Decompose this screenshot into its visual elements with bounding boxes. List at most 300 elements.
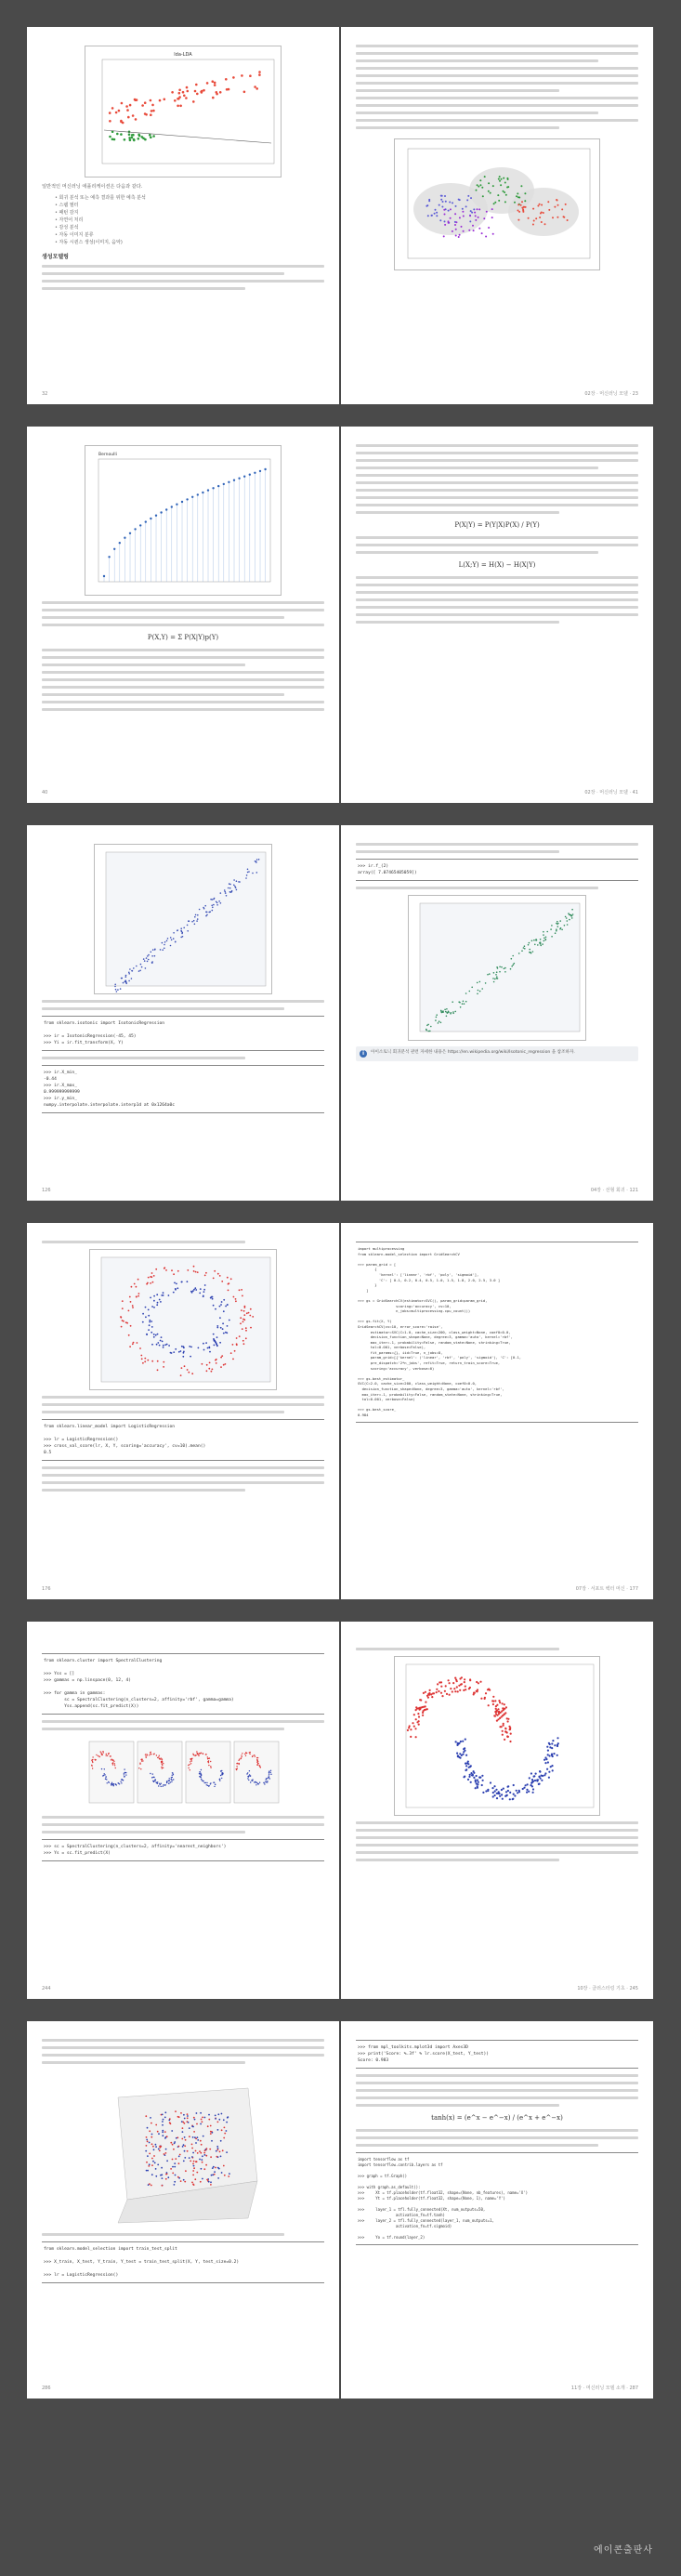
- data-point: [193, 2165, 195, 2167]
- data-point: [165, 2178, 167, 2180]
- data-point: [416, 1721, 418, 1723]
- data-point: [446, 1693, 448, 1695]
- data-point: [214, 1786, 215, 1787]
- page-right: [341, 825, 653, 1201]
- data-point: [123, 1780, 124, 1781]
- data-point: [177, 2176, 179, 2178]
- code-block: from sklearn.linear_model import LogisticRegression >>> lr = LogisticRegression() >>> cross_val_score(lr, X, Y, scoring='accuracy', cv=10).mean() 0.5: [42, 1419, 324, 1461]
- data-point: [210, 2133, 212, 2135]
- scatter-figure: [85, 46, 282, 177]
- data-point: [249, 1774, 250, 1775]
- data-point: [465, 1001, 467, 1003]
- data-point: [146, 957, 148, 959]
- data-point: [537, 1779, 539, 1781]
- data-point: [159, 99, 162, 102]
- data-point: [248, 1776, 249, 1777]
- data-point: [458, 1685, 460, 1687]
- data-point: [129, 968, 131, 970]
- data-point: [243, 1310, 245, 1312]
- data-point: [121, 978, 123, 979]
- data-point: [564, 925, 566, 927]
- data-point: [414, 1728, 416, 1729]
- data-point: [481, 232, 483, 234]
- page-footer: [42, 790, 324, 795]
- data-point: [149, 2163, 151, 2165]
- data-point: [524, 192, 526, 194]
- data-point: [212, 907, 214, 909]
- data-point: [448, 222, 450, 224]
- data-point: [138, 1279, 139, 1281]
- data-point: [521, 201, 523, 203]
- data-point: [463, 1001, 465, 1003]
- data-point: [478, 208, 480, 210]
- data-point: [236, 880, 238, 882]
- data-point: [178, 2146, 180, 2148]
- data-point: [241, 1289, 242, 1291]
- data-point: [179, 2154, 181, 2156]
- data-point: [151, 955, 153, 957]
- data-point: [217, 2149, 219, 2151]
- data-point: [141, 104, 144, 107]
- data-point: [187, 930, 189, 932]
- data-point: [498, 178, 500, 180]
- data-point: [499, 1795, 501, 1797]
- data-point: [165, 2152, 167, 2154]
- isotonic-fit-chart: [409, 896, 585, 1040]
- data-point: [495, 1789, 497, 1791]
- data-point: [489, 1689, 491, 1691]
- data-point: [219, 1306, 221, 1308]
- data-point: [500, 184, 502, 186]
- data-point: [452, 1690, 453, 1692]
- data-point: [541, 204, 543, 206]
- data-point: [482, 195, 484, 197]
- data-point: [189, 2136, 190, 2137]
- data-point: [163, 1347, 164, 1348]
- data-point: [501, 1794, 503, 1795]
- data-point: [146, 1757, 147, 1758]
- data-point: [445, 1011, 447, 1013]
- data-point: [506, 1731, 508, 1733]
- data-point: [436, 1017, 438, 1019]
- data-point: [188, 2122, 190, 2123]
- data-point: [497, 978, 499, 979]
- data-point: [164, 2131, 166, 2133]
- data-point: [122, 1320, 124, 1321]
- data-point: [537, 205, 539, 207]
- data-point: [172, 1777, 173, 1778]
- data-point: [203, 1295, 204, 1297]
- data-point: [501, 966, 503, 968]
- data-point: [547, 1761, 549, 1763]
- data-point: [183, 1351, 185, 1353]
- data-point: [459, 217, 461, 218]
- data-point: [263, 1782, 264, 1783]
- data-point: [109, 1782, 110, 1783]
- data-point: [551, 1765, 553, 1767]
- code-block: from sklearn.isotonic import IsotonicRegression >>> ir = IsotonicRegression(-45, 45) >>> Yi = ir.fit_transform(X, Y): [42, 1016, 324, 1051]
- data-point: [523, 947, 525, 949]
- data-point: [511, 958, 513, 960]
- data-point: [149, 134, 151, 137]
- data-point: [162, 949, 164, 951]
- data-point: [502, 1730, 504, 1732]
- data-point: [228, 2175, 229, 2177]
- data-point: [125, 1774, 126, 1775]
- data-point: [203, 2168, 205, 2170]
- data-point: [502, 1702, 504, 1704]
- data-point: [245, 1752, 246, 1753]
- data-point: [482, 1792, 484, 1794]
- page-footer-title: 04장 · 선형 회귀 · 121: [590, 1188, 638, 1193]
- page-footer-title: 02장 · 머신러닝 모델 · 23: [584, 391, 638, 397]
- data-point: [543, 931, 544, 933]
- data-point: [170, 2142, 172, 2144]
- data-point: [522, 1788, 524, 1790]
- data-point: [468, 1767, 470, 1768]
- data-point: [191, 2156, 193, 2158]
- data-point: [503, 177, 504, 179]
- data-point: [223, 2165, 225, 2167]
- data-point: [250, 1327, 252, 1329]
- bayes-formula: P(X|Y) = P(Y|X)P(X) / P(Y): [454, 521, 540, 529]
- data-point: [169, 1780, 170, 1781]
- data-point: [195, 84, 198, 86]
- data-point: [120, 1317, 122, 1319]
- data-point: [463, 216, 465, 217]
- data-point: [509, 1741, 511, 1742]
- data-point: [232, 1344, 234, 1346]
- data-point: [151, 2123, 152, 2124]
- data-point: [192, 2152, 194, 2154]
- data-point: [518, 953, 520, 954]
- data-point: [455, 1741, 457, 1742]
- page-footer: [42, 391, 324, 397]
- data-point: [556, 930, 557, 932]
- data-point: [243, 1314, 245, 1316]
- data-point: [455, 229, 457, 230]
- data-point: [183, 2114, 185, 2116]
- data-point: [547, 1754, 549, 1755]
- data-point: [128, 134, 131, 137]
- data-point: [520, 204, 522, 206]
- data-point: [268, 1777, 269, 1778]
- data-point: [440, 1022, 442, 1024]
- data-point: [225, 1363, 227, 1365]
- data-point: [142, 1313, 144, 1315]
- data-point: [477, 208, 478, 210]
- data-point: [408, 1727, 410, 1728]
- data-point: [247, 1778, 248, 1779]
- data-point: [230, 1278, 232, 1280]
- data-point: [413, 1726, 415, 1728]
- data-point: [418, 1724, 420, 1726]
- data-point: [225, 78, 228, 81]
- data-point: [465, 1768, 467, 1770]
- data-point: [478, 228, 480, 230]
- page-number: 32: [42, 391, 48, 397]
- data-point: [446, 1012, 448, 1014]
- data-point: [254, 472, 255, 474]
- data-point: [122, 1308, 124, 1309]
- moons-grid-figure: [85, 1736, 281, 1810]
- data-point: [109, 136, 111, 138]
- data-point: [530, 953, 532, 954]
- page-footer: [42, 1188, 324, 1193]
- data-point: [138, 1295, 139, 1297]
- moons-panel: [186, 1741, 230, 1803]
- data-point: [190, 2161, 191, 2162]
- data-point: [545, 1758, 547, 1760]
- data-point: [237, 1763, 238, 1764]
- data-point: [445, 201, 447, 203]
- data-point: [171, 2130, 173, 2132]
- data-point: [572, 913, 574, 915]
- data-point: [464, 1678, 465, 1680]
- data-point: [503, 1723, 504, 1725]
- data-point: [248, 1312, 250, 1314]
- data-point: [506, 177, 508, 179]
- data-point: [155, 2144, 157, 2146]
- data-point: [141, 1759, 142, 1760]
- data-point: [207, 1756, 208, 1757]
- data-point: [162, 1758, 163, 1759]
- data-point: [468, 230, 470, 231]
- data-point: [222, 1772, 223, 1773]
- data-point: [503, 191, 504, 192]
- data-point: [567, 219, 569, 221]
- data-point: [175, 2175, 177, 2176]
- data-point: [115, 1783, 116, 1784]
- data-point: [218, 900, 220, 902]
- data-point: [108, 1753, 109, 1754]
- data-point: [217, 2177, 219, 2179]
- data-point: [524, 200, 526, 202]
- data-point: [199, 2150, 201, 2152]
- spread-6: [27, 2021, 654, 2399]
- data-point: [173, 1774, 174, 1775]
- data-point: [242, 1328, 243, 1330]
- data-point: [200, 2140, 202, 2142]
- data-point: [567, 920, 569, 922]
- data-point: [452, 230, 453, 232]
- data-point: [163, 1361, 164, 1363]
- data-point: [151, 1306, 153, 1308]
- data-point: [422, 1715, 424, 1716]
- data-point: [164, 2153, 165, 2155]
- page-right: [341, 427, 653, 803]
- data-point: [490, 1781, 491, 1783]
- code-block: >>> from mpl_toolkits.mplot3d import Axes3D >>> print('Score: %.3f' % lr.score(X_test, Y_test)) Score: 0.983: [356, 2040, 638, 2069]
- data-point: [147, 2170, 149, 2172]
- data-point: [170, 1781, 171, 1782]
- data-point: [232, 76, 235, 79]
- data-point: [196, 93, 199, 96]
- data-point: [189, 2127, 190, 2129]
- data-point: [151, 110, 153, 112]
- data-point: [504, 182, 506, 184]
- data-point: [175, 2158, 177, 2160]
- data-point: [162, 2185, 164, 2187]
- data-point: [160, 1340, 162, 1342]
- data-point: [134, 528, 136, 530]
- data-point: [267, 1781, 268, 1782]
- data-point: [417, 1713, 419, 1715]
- data-point: [495, 1713, 497, 1715]
- data-point: [503, 1708, 504, 1710]
- data-point: [98, 1755, 99, 1756]
- data-point: [551, 1742, 553, 1744]
- data-point: [213, 1334, 215, 1335]
- data-point: [164, 2111, 166, 2113]
- data-point: [492, 185, 494, 187]
- data-point: [164, 944, 165, 946]
- data-point: [498, 200, 500, 202]
- data-point: [437, 1683, 439, 1685]
- data-point: [236, 1337, 238, 1339]
- data-point: [444, 1690, 446, 1692]
- data-point: [118, 110, 121, 112]
- data-point: [535, 217, 537, 219]
- data-point: [206, 912, 208, 913]
- data-point: [248, 1780, 249, 1781]
- data-point: [227, 1325, 229, 1327]
- data-point: [538, 1783, 540, 1785]
- data-point: [221, 1778, 222, 1779]
- data-point: [233, 1296, 235, 1298]
- data-point: [156, 1304, 158, 1306]
- data-point: [171, 1781, 172, 1782]
- data-point: [488, 182, 490, 184]
- data-point: [208, 912, 210, 913]
- data-point: [177, 98, 179, 100]
- data-point: [220, 2140, 222, 2142]
- data-point: [551, 925, 553, 927]
- data-point: [441, 206, 443, 208]
- data-point: [413, 1714, 415, 1715]
- data-point: [211, 2175, 213, 2176]
- data-point: [119, 542, 121, 544]
- data-point: [222, 1328, 224, 1330]
- moons-panel: [138, 1741, 182, 1803]
- data-point: [116, 133, 119, 136]
- data-point: [419, 1708, 421, 1710]
- data-point: [169, 1778, 170, 1779]
- data-point: [216, 2146, 218, 2148]
- data-point: [133, 139, 136, 142]
- bullet-item: • 패턴 감지: [55, 209, 324, 217]
- data-point: [522, 210, 524, 212]
- data-point: [210, 2184, 212, 2186]
- data-point: [151, 1777, 152, 1778]
- data-point: [238, 881, 240, 883]
- data-point: [438, 1690, 439, 1692]
- data-point: [210, 1761, 211, 1762]
- data-point: [193, 2117, 195, 2119]
- data-point: [450, 1688, 452, 1689]
- data-point: [510, 968, 512, 970]
- data-point: [543, 940, 545, 942]
- data-point: [555, 932, 557, 934]
- data-point: [224, 891, 226, 893]
- data-point: [241, 1758, 242, 1759]
- data-point: [149, 2142, 151, 2144]
- data-point: [234, 1350, 236, 1352]
- data-point: [465, 1739, 466, 1741]
- data-point: [525, 1784, 527, 1786]
- data-point: [172, 2144, 174, 2146]
- data-point: [102, 1754, 103, 1755]
- data-point: [151, 2158, 153, 2160]
- data-point: [549, 1755, 551, 1756]
- data-point: [107, 1782, 108, 1783]
- data-point: [440, 1686, 442, 1688]
- data-point: [533, 220, 535, 222]
- data-point: [478, 1781, 479, 1783]
- data-point: [252, 1779, 253, 1780]
- data-point: [222, 1322, 224, 1324]
- data-point: [233, 879, 235, 881]
- data-point: [200, 1771, 201, 1772]
- data-point: [258, 73, 261, 76]
- code-block: >>> ir.f_(2) array([ 7.07465405059]): [356, 859, 638, 881]
- data-point: [125, 976, 127, 978]
- data-point: [516, 195, 517, 197]
- data-point: [128, 980, 130, 982]
- data-point: [216, 902, 218, 904]
- data-point: [415, 1706, 417, 1708]
- data-point: [149, 1324, 151, 1326]
- data-point: [169, 2122, 171, 2123]
- data-point: [187, 925, 189, 927]
- data-point: [147, 2141, 149, 2143]
- data-point: [202, 2178, 203, 2180]
- data-point: [502, 1734, 504, 1736]
- data-point: [458, 1742, 460, 1744]
- data-point: [476, 190, 478, 191]
- data-point: [481, 988, 483, 990]
- data-point: [201, 91, 203, 94]
- data-point: [206, 82, 209, 85]
- data-point: [427, 1697, 429, 1699]
- code-block: from sklearn.model_selection import train_test_split >>> X_train, X_test, Y_train, Y_test = train_test_split(X, Y, test_size=0.2) >>> lr = LogisticRegression(): [42, 2241, 324, 2283]
- data-point: [492, 1792, 494, 1794]
- data-point: [127, 116, 130, 119]
- data-point: [221, 2113, 223, 2115]
- data-point: [159, 2149, 161, 2151]
- data-point: [171, 1779, 172, 1780]
- data-point: [492, 1696, 494, 1698]
- data-point: [149, 1321, 151, 1323]
- data-point: [207, 2125, 209, 2127]
- data-point: [217, 2122, 219, 2123]
- data-point: [133, 967, 135, 969]
- data-point: [539, 942, 541, 944]
- data-point: [141, 1358, 143, 1360]
- data-point: [173, 938, 175, 940]
- data-point: [157, 1360, 159, 1362]
- data-point: [223, 1310, 225, 1312]
- data-point: [175, 941, 177, 943]
- data-point: [264, 468, 266, 470]
- data-point: [243, 91, 246, 94]
- data-point: [156, 1344, 158, 1346]
- data-point: [131, 970, 133, 972]
- data-point: [111, 1782, 112, 1783]
- data-point: [571, 915, 573, 917]
- data-point: [190, 1763, 191, 1764]
- data-point: [162, 1765, 163, 1766]
